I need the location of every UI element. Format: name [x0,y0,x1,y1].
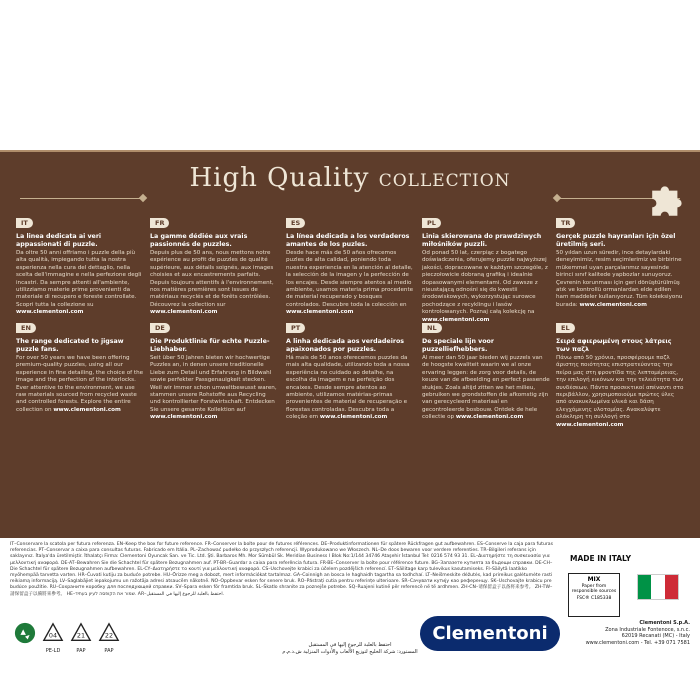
address-line: Zona Industriale Fontenoce, s.n.c. [605,626,690,633]
recycling-number: 21 [76,631,86,640]
title-small: COLLECTION [378,171,511,191]
link-prefix: Ανακαλύψτε ολόκληρη τη συλλογή στο [556,406,661,421]
recycling-number: 04 [48,631,58,640]
language-code-badge: TR [556,218,575,228]
language-code-badge: EL [556,323,575,333]
title-big: High Quality [189,163,370,193]
block-heading: La gamme dédiée aux vrais passionnés de puzzles. [150,233,248,248]
language-block-el [556,315,684,429]
link-prefix: Scopri tutta la collezione su [16,301,94,308]
block-body [422,355,550,422]
website-link[interactable]: www.clementoni.com [150,414,218,421]
language-block-pt [286,315,414,422]
block-body [556,250,684,309]
recycling-label: PAP [76,648,86,654]
block-text: 50 yıldan uzun süredir, ince detaylardaki deneyimimiz, resim seçimlerimiz ve birbirine mükemmel uyan parçalarımız sayesinde birinci sınıf kalitede yapbozlar sunuyoruz. Çevrenin korunması için geri dönüştürülmüş atık ve kontrollü ormanlardan elde edilen ham maddeler kullanıyoruz. [556,250,682,301]
recycling-triangle-icon [42,622,64,644]
link-prefix: Poznaj całą kolekcję na [469,309,535,316]
link-prefix: Découvrez la collection sur [150,301,226,308]
website-link[interactable]: www.clementoni.com [422,316,490,323]
recycling-triangle-icon [98,622,120,644]
website-link[interactable]: www.clementoni.com [16,309,84,316]
address-line: Clementoni S.p.A. [639,620,690,626]
website-link[interactable]: www.clementoni.com [286,309,354,316]
link-prefix: Descubra toda a coleção em [286,406,395,421]
block-heading: Linia skierowana do prawdziwych miłośników puzzli. [422,233,542,248]
title-diamond-left [139,194,147,202]
link-prefix: Tüm koleksiyonu burada: [556,294,683,308]
block-heading: De speciale lijn voor puzzelliefhebbers. [422,338,494,353]
language-block-tr [556,210,684,309]
block-heading: La línea dedicada a los verdaderos amantes de los puzles. [286,233,410,248]
legal-text: IT–Conservare la scatola per futura referenza. EN–Keep the box for future reference. FR–Conserver la boîte pour de futures références. DE–Produktinformationen für spätere Rückfragen gut aufbewahren. ES–Conserve la caja para futuras referencias. PT–Conservar a caixa para consultas futuras. Fabricado em Itália. PL–Zachować pudełko do przyszłych referencji. Wyprodukowano we Włoszech. NL–De doos bewaren voor verdere referenties. TR–Bilgileri referans için saklayınız. İtalya'da üretilmiştir. İthalatçı Firma: Clementoni Oyuncak San. ve Tic. Ltd. Şti. Barbaros Mh. Mor Sümbül Sk. Meridian Business I Blok No:1/144 34746 Ataşehir İstanbul Tel: 0216 574 93 31. EL–Διατηρήστε τη συσκευασία για μελλοντική αναφορά. DE-AT–Bewahren Sie die Schachtel für spätere Bezugnahmen auf. PT-BR–Guardar a caixa para referência futura. FR-BE–Conserver la boîte pour référence future. BG–Запазете кутията за бъдещи справки. DE-CH–Die Schachtel für spätere Bezugnahmen aufbewahren. EL-CY–Διατηρήστε το κουτί για μελλοντική αναφορά. CS–Uschovejte krabici za účelem pozdějších referencí. ET–Säilitage karp tulevikus kasutamiseks. FI–Säilytä laatikko myöhempää tarvetta varten. HR–Čuvati kutiju za buduće potrebe. HU–Őrizze meg a dobozt, mert információkat tartalmaz. GA–Coinnigh an bosca le haghaidh tagartha sa todhchaí. LT–Neišmeskite dėžutės, kad prireikus galėtumėte rasti reikiamą informaciją. LV–Saglabājiet iepakojumu un ražotāja adresi atsaucēm nākotnē. NO–Oppbevar esken for senere bruk. RO–Păstrați cutia pentru referințe ulterioare. SR–Сачувати кутију као референцу. SK–Uschovajte krabicu pre budúce použitie. RU–Сохраните коробку для последующей справки. SV–Spara esken för framtida bruk. SL–Škatlo shranite za poznejše potrebe. SQ–Ruajeni kutinë për referencë në të ardhmen. ZH-CN–请保留盒子以备将来参考。 ZH-TW–請保留盒子以備將來參考。 HE–שמור את הקופסה לעיון בעתיד. AR–احتفظ بالعلبة للرجوع إليها في المستقبل. [10,542,553,597]
website-link[interactable]: www.clementoni.com [579,301,647,308]
block-body [150,250,278,317]
block-text: Πάνω από 50 χρόνια, προσφέρουμε παζλ άριστης ποιότητας επιστρατεύοντας την πείρα μας στη φροντίδα της λεπτομέρειας, την επιλογή εικόνων και την τελειότητα των συνδέσεων. Πάντα προσεκτικοί απέναντι στο περιβάλλον, χρησιμοποιούμε πρώτες ύλες από ανακυκλωμένα υλικά και δάση ελεγχόμενης υλοτομίας. [556,355,684,413]
language-code-badge: IT [16,218,33,228]
website-link[interactable]: www.clementoni.com [150,309,218,316]
top-border [0,150,700,152]
address-line: 62019 Recanati (MC) - Italy [621,633,690,640]
block-heading: The range dedicated to jigsaw puzzle fans. [16,338,124,353]
italy-flag-icon [637,574,679,600]
block-text: Od ponad 50 lat, czerpiąc z bogatego doświadczenia, oferujemy puzzle najwyższej jakości, dopracowane w każdym szczególe, z pieczołowicie dobraną grafiką i idealnie dopasowanymi elementami. Od zawsze z nieustającą odnośni się do kwestii środowiskowych, wykorzystując surowce pochodzące z recyklingu i lasów kontrolowanych. [422,250,548,316]
language-block-en [16,315,144,414]
website-link[interactable]: www.clementoni.com [319,414,388,421]
language-code-badge: PT [286,323,305,333]
language-code-badge: FR [150,218,169,228]
block-heading: Die Produktlinie für echte Puzzle-Liebhaber. [150,338,270,353]
lower-section [0,538,700,700]
block-text: For over 50 years we have been offering premium-quality puzzles, using all our experience in fine detailing, the choice of the image and the perfection of the interlocks. Ever attentive to the environment, we use raw materials sourced from recycled waste and controlled forests. [16,355,144,406]
block-body [286,355,414,422]
language-block-nl [422,315,550,422]
fsc-mix: MIX [587,576,601,583]
link-prefix: Entdecken Sie unsere gesamte Kollektion auf [150,399,275,413]
language-code-badge: ES [286,218,305,228]
recycle-icon [14,622,36,644]
link-prefix: Explore the entire collection on [16,399,131,413]
website-link[interactable]: www.clementoni.com [556,421,624,428]
block-body [286,250,414,317]
block-heading: Gerçek puzzle hayranları için özel üretilmiş seri. [556,233,676,248]
block-heading: Σειρά αφιερωμένη στους λάτρεις των παζλ [556,338,672,353]
block-text: Da oltre 50 anni offriamo i puzzle della più alta qualità, impiegando tutta la nostra esperienza nella cura del dettaglio, nella scelta dell'immagine e nella perfezione degli incastri. Da sempre attenti all'ambiente, utilizziamo materie prime provenienti da materiale di recupero e foreste controllate. [16,250,142,301]
company-address [580,620,690,646]
block-text: Al meer dan 50 jaar bieden wij puzzels van de hoogste kwaliteit waarin we al onze ervaring leggen: de zorg voor details, de keuze van de afbeelding en perfect passende stukjes. Zoals altijd zitten we het milieu, gebruiken we grondstoffen die afkomstig zijn van gerecycleerd materiaal en gecontroleerde bosbouw. [422,355,550,413]
collection-title [0,163,700,193]
block-heading: A linha dedicada aos verdadeiros apaixonados por puzzles. [286,338,405,353]
language-code-badge: DE [150,323,170,333]
recycling-label: PAP [104,648,114,654]
language-block-de [150,315,278,422]
made-in-italy: MADE IN ITALY [570,554,632,563]
block-text: Desde hace más de 50 años ofrecemos puzles de alta calidad, poniendo toda nuestra experiencia en la atención al detalle, la selección de la imagen y la perfección de los encajes. Desde siempre atentos al medio ambiente, usamos materia prima procedente de material recuperado y bosques controlados. [286,250,414,308]
fsc-logo [568,573,620,617]
block-body [556,355,684,429]
block-body [16,250,144,317]
language-code-badge: NL [422,323,442,333]
language-block-pl [422,210,550,324]
title-area [0,158,700,202]
clementoni-logo: Clementoni [420,616,560,651]
arabic-line-2: المستورد: شركة الخليج لتوزيع الألعاب والأدوات المنزلية ش.ذ.م.م [282,649,418,655]
recycling-label: PE-LD [45,648,61,654]
block-body [422,250,550,324]
block-heading: La linea dedicata ai veri appassionati di puzzle. [16,233,102,248]
website-link[interactable]: www.clementoni.com [455,414,524,421]
language-block-it [16,210,144,317]
language-code-badge: EN [16,323,36,333]
language-code-badge: PL [422,218,441,228]
website-link[interactable]: www.clementoni.com [53,406,121,413]
arabic-line-1: احتفظ بالعلبة للرجوع إليها في المستقبل [308,642,392,648]
fsc-desc: Paper from responsible sources [571,584,617,594]
address-line: www.clementoni.com - Tel. +39 071 7581 [585,639,690,646]
language-block-es [286,210,414,317]
fsc-code: FSC® C185338 [576,596,612,601]
language-block-fr [150,210,278,317]
recycling-number: 22 [104,631,114,640]
block-text: Há mais de 50 anos oferecemos puzzles da mais alta qualidade, utilizando toda a nossa experiência no cuidado ao detalhe, na escolha da imagem e na perfeição dos encaixes. Desde sempre atentos ao ambiente, utilizamos matérias-primas provenientes de material de recuperação e florestas controladas. [286,355,410,413]
recycling-triangle-icon [70,622,92,644]
title-rule-left [20,198,140,199]
block-body [150,355,278,422]
block-text: Depuis plus de 50 ans, nous mettons notre expérience au profit de puzzles de qualité supérieure, aux détails soignés, aux images choisies et aux encastrements parfaits. Depuis toujours attentifs à l'environnement, nos matières premières sont issues de matériaux recyclés et de forêts contrôlées. [150,250,274,301]
link-prefix: Descubre toda la colección en [322,301,407,308]
block-text: Seit über 50 Jahren bieten wir hochwertige Puzzles an, in denen unsere traditionelle Liebe zum Detail und Erfahrung in Bildwahl sowie perfekter Passgenauigkeit stecken. Weil wir immer schon umweltbewusst waren, stammen unsere Rohstoffe aus Recycling und kontrollierter Forstwirtschaft. [150,355,277,406]
link-prefix: Ontdek de hele collectie op [422,406,538,421]
block-body [16,355,144,414]
